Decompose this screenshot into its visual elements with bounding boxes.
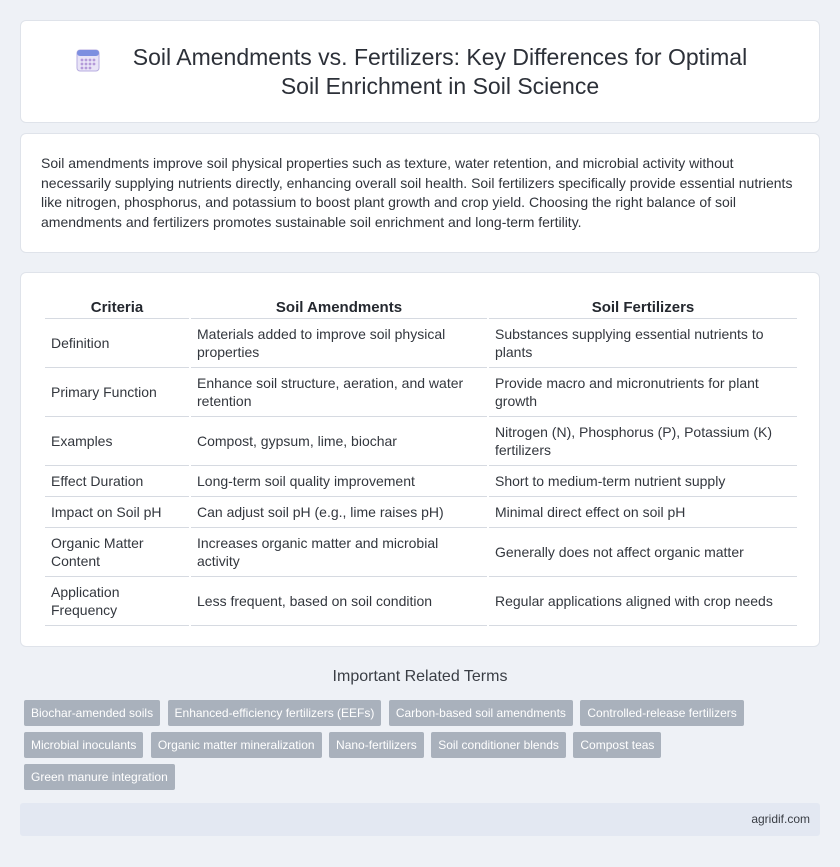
amendments-cell: Materials added to improve soil physical properties — [191, 319, 487, 368]
related-term-tag[interactable]: Green manure integration — [24, 764, 175, 790]
table-row — [45, 497, 797, 528]
table-row — [45, 577, 797, 626]
related-term-tag[interactable]: Microbial inoculants — [24, 732, 143, 758]
amendments-cell: Can adjust soil pH (e.g., lime raises pH) — [191, 497, 487, 528]
amendments-cell: Long-term soil quality improvement — [191, 466, 487, 497]
fertilizers-cell: Regular applications aligned with crop needs — [489, 577, 797, 626]
fertilizers-cell: Provide macro and micronutrients for plant growth — [489, 368, 797, 417]
intro-card — [20, 133, 820, 253]
related-term-tag[interactable]: Enhanced-efficiency fertilizers (EEFs) — [168, 700, 382, 726]
table-header-row — [45, 295, 797, 319]
fertilizers-cell: Nitrogen (N), Phosphorus (P), Potassium (K) fertilizers — [489, 417, 797, 466]
fertilizers-cell: Substances supplying essential nutrients to plants — [489, 319, 797, 368]
column-header-criteria: Criteria — [45, 295, 189, 319]
amendments-cell: Compost, gypsum, lime, biochar — [191, 417, 487, 466]
comparison-card — [20, 272, 820, 647]
footer-site-link[interactable]: agridif.com — [751, 812, 810, 826]
related-term-tag[interactable]: Carbon-based soil amendments — [389, 700, 573, 726]
related-term-tag[interactable]: Compost teas — [573, 732, 661, 758]
related-term-tag[interactable]: Organic matter mineralization — [151, 732, 322, 758]
criteria-cell: Effect Duration — [45, 466, 189, 497]
related-term-tag[interactable]: Nano-fertilizers — [329, 732, 424, 758]
fertilizers-cell: Minimal direct effect on soil pH — [489, 497, 797, 528]
fertilizers-cell: Short to medium-term nutrient supply — [489, 466, 797, 497]
related-terms-heading: Important Related Terms — [332, 668, 508, 685]
footer — [20, 803, 820, 836]
title-card — [20, 20, 820, 123]
table-row — [45, 466, 797, 497]
column-header-fertilizers: Soil Fertilizers — [489, 295, 797, 319]
table-row — [45, 528, 797, 577]
related-term-tag[interactable]: Soil conditioner blends — [431, 732, 566, 758]
criteria-cell: Examples — [45, 417, 189, 466]
fertilizers-cell: Generally does not affect organic matter — [489, 528, 797, 577]
table-row — [45, 417, 797, 466]
column-header-amendments: Soil Amendments — [191, 295, 487, 319]
amendments-cell: Enhance soil structure, aeration, and water retention — [191, 368, 487, 417]
table-row — [45, 319, 797, 368]
amendments-cell: Less frequent, based on soil condition — [191, 577, 487, 626]
intro-paragraph: Soil amendments improve soil physical properties such as texture, water retention, and microbial activity without necessarily supplying nutrients directly, enhancing overall soil health. Soil fertilizers specifically provide essential nutrients like nitrogen, phosphorus, and potassium to boost plant growth and crop yield. Choosing the right balance of soil amendments and fertilizers promotes sustainable soil enrichment and long-term fertility. — [41, 155, 793, 230]
related-term-tag[interactable]: Biochar-amended soils — [24, 700, 160, 726]
criteria-cell: Application Frequency — [45, 577, 189, 626]
related-terms-list — [24, 700, 804, 796]
amendments-cell: Increases organic matter and microbial activity — [191, 528, 487, 577]
comparison-table — [43, 295, 799, 626]
page-title: Soil Amendments vs. Fertilizers: Key Differences for Optimal Soil Enrichment in Soil Science — [132, 44, 748, 99]
criteria-cell: Organic Matter Content — [45, 528, 189, 577]
criteria-cell: Definition — [45, 319, 189, 368]
criteria-cell: Primary Function — [45, 368, 189, 417]
criteria-cell: Impact on Soil pH — [45, 497, 189, 528]
table-row — [45, 368, 797, 417]
related-term-tag[interactable]: Controlled-release fertilizers — [580, 700, 743, 726]
